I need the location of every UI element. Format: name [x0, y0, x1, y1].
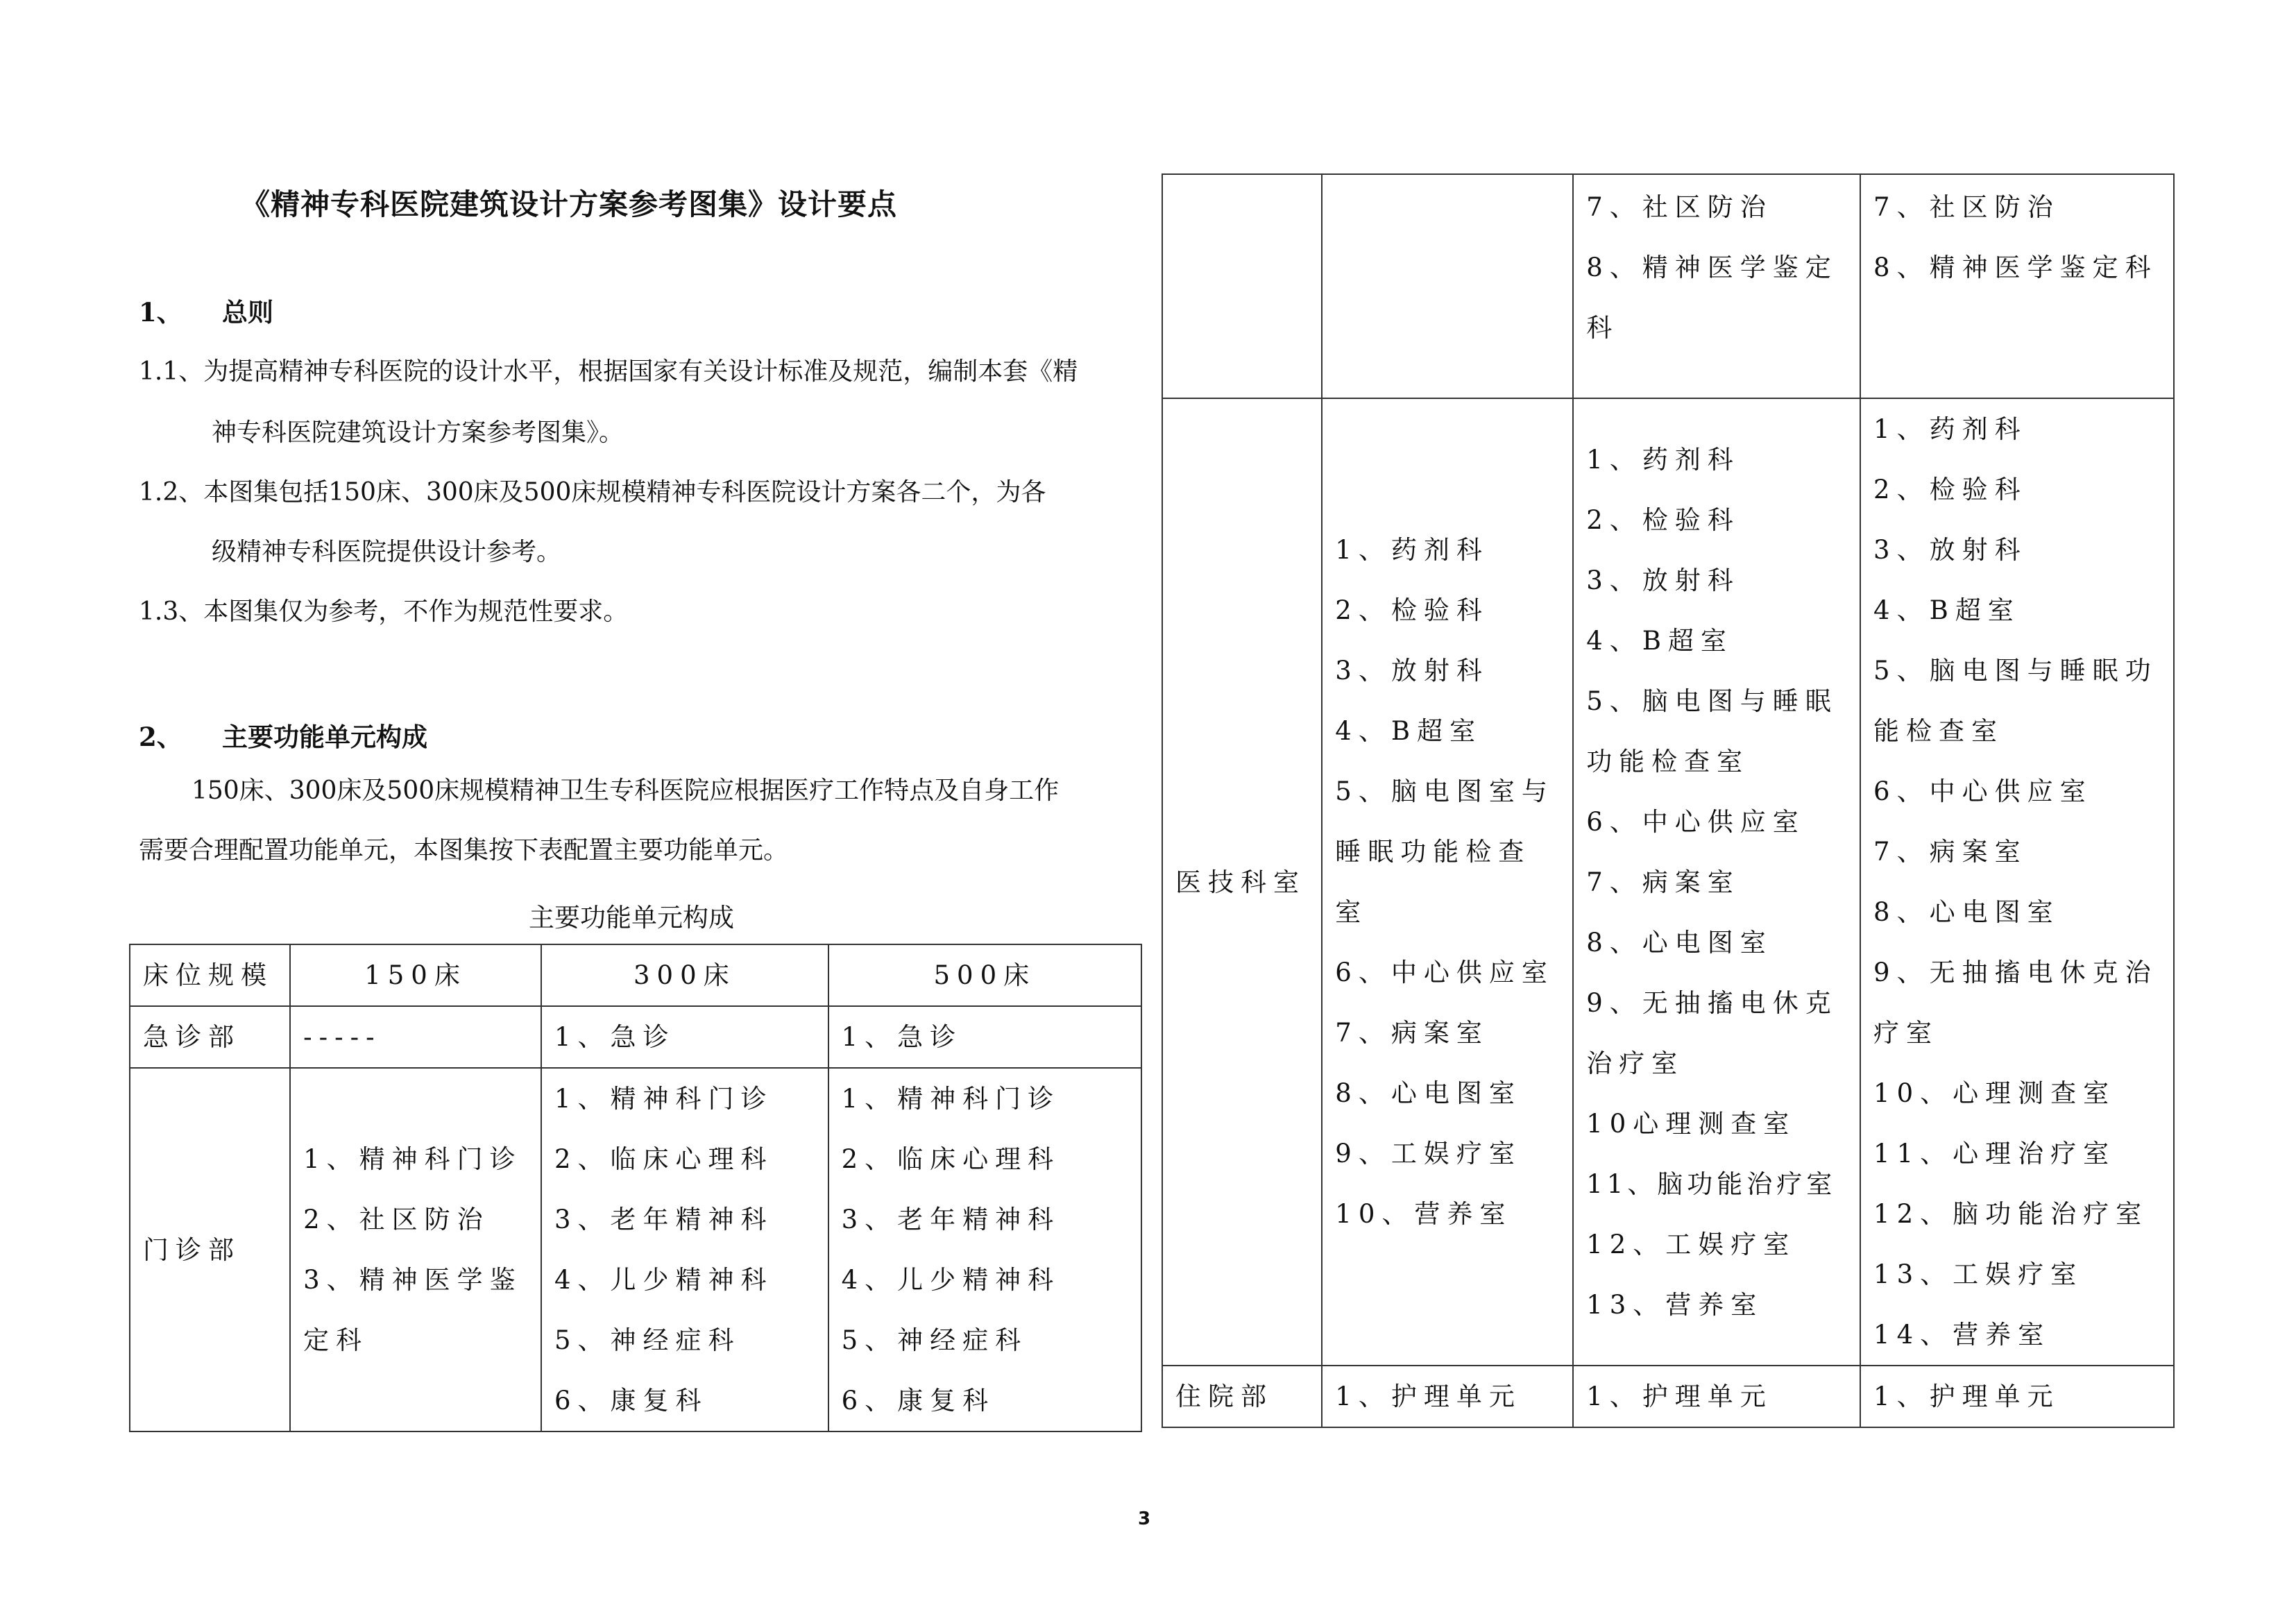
row-label-outpatient: 门诊部: [130, 1068, 290, 1431]
row-label-emergency: 急诊部: [130, 1006, 290, 1068]
section-2-heading: [139, 716, 427, 754]
section-2-line-1: 150床、300床及500床规模精神卫生专科医院应根据医疗工作特点及自身工作: [192, 776, 1060, 805]
row-label-medical-tech: 医技科室: [1162, 398, 1322, 1366]
cell-outpatient-500: 1、精神科门诊 2、临床心理科 3、老年精神科 4、儿少精神科 5、神经症科 6、康复科: [828, 1068, 1141, 1431]
table-caption: 主要功能单元构成: [529, 903, 734, 933]
cell-emergency-150: -----: [290, 1006, 541, 1068]
cell-medical-tech-300: 1、药剂科 2、检验科 3、放射科 4、B超室 5、脑电图与睡眠 功能检查室 6、中心供应室 7、病案室 8、心电图室 9、无抽搐电休克 治疗室 10心理测查室 11、脑功能治疗室 12、工娱疗室 13、营养室: [1573, 398, 1860, 1366]
section-2-number: 2、: [139, 722, 182, 752]
section-1-line-2: 神专科医院建筑设计方案参考图集》。: [212, 418, 624, 447]
section-2-title: 主要功能单元构成: [222, 722, 427, 752]
table-row-medical-tech: [1162, 398, 2174, 1366]
document-title: 《精神专科医院建筑设计方案参考图集》设计要点: [240, 187, 897, 221]
section-1-line-5: 1.3、本图集仅为参考，不作为规范性要求。: [139, 597, 629, 626]
section-2-line-2: 需要合理配置功能单元，本图集按下表配置主要功能单元。: [139, 836, 789, 865]
section-1-line-1: 1.1、为提高精神专科医院的设计水平，根据国家有关设计标准及规范，编制本套《精: [139, 357, 1078, 386]
cell-inpatient-300: 1、护理单元: [1573, 1366, 1860, 1427]
page-number: 3: [1138, 1509, 1151, 1529]
table-header-row: [130, 944, 1141, 1006]
section-1-title: 总则: [222, 297, 273, 328]
row-label-outpatient-cont: [1162, 174, 1322, 398]
table-row-outpatient: [130, 1068, 1141, 1431]
section-1-heading: [139, 291, 273, 329]
function-units-table-part-2: [1162, 173, 2175, 1428]
function-units-table-part-1: [129, 944, 1142, 1432]
header-300-beds: 300床: [541, 944, 828, 1006]
row-label-inpatient: 住院部: [1162, 1366, 1322, 1427]
cell-outpatient-cont-500: 7、社区防治 8、精神医学鉴定科: [1860, 174, 2174, 398]
cell-inpatient-150: 1、护理单元: [1322, 1366, 1573, 1427]
cell-outpatient-cont-300: 7、社区防治 8、精神医学鉴定 科: [1573, 174, 1860, 398]
cell-outpatient-300: 1、精神科门诊 2、临床心理科 3、老年精神科 4、儿少精神科 5、神经症科 6、康复科: [541, 1068, 828, 1431]
cell-outpatient-cont-150: [1322, 174, 1573, 398]
cell-emergency-300: 1、急诊: [541, 1006, 828, 1068]
section-1-number: 1、: [139, 297, 182, 328]
table-row-emergency: [130, 1006, 1141, 1068]
table-row-inpatient: [1162, 1366, 2174, 1427]
cell-outpatient-150: 1、精神科门诊 2、社区防治 3、精神医学鉴 定科: [290, 1068, 541, 1431]
header-bed-scale: 床位规模: [130, 944, 290, 1006]
section-1-line-3: 1.2、本图集包括150床、300床及500床规模精神专科医院设计方案各二个，为各: [139, 478, 1046, 507]
cell-medical-tech-150: 1、药剂科 2、检验科 3、放射科 4、B超室 5、脑电图室与 睡眠功能检查 室 6、中心供应室 7、病案室 8、心电图室 9、工娱疗室 10、营养室: [1322, 398, 1573, 1366]
section-1-line-4: 级精神专科医院提供设计参考。: [212, 538, 562, 566]
cell-medical-tech-500: 1、药剂科 2、检验科 3、放射科 4、B超室 5、脑电图与睡眠功 能检查室 6、中心供应室 7、病案室 8、心电图室 9、无抽搐电休克治 疗室 10、心理测查室 11、心理治疗室 12、脑功能治疗室 13、工娱疗室 14、营养室: [1860, 398, 2174, 1366]
header-150-beds: 150床: [290, 944, 541, 1006]
header-500-beds: 500床: [828, 944, 1141, 1006]
cell-inpatient-500: 1、护理单元: [1860, 1366, 2174, 1427]
table-row-outpatient-cont: [1162, 174, 2174, 398]
cell-emergency-500: 1、急诊: [828, 1006, 1141, 1068]
